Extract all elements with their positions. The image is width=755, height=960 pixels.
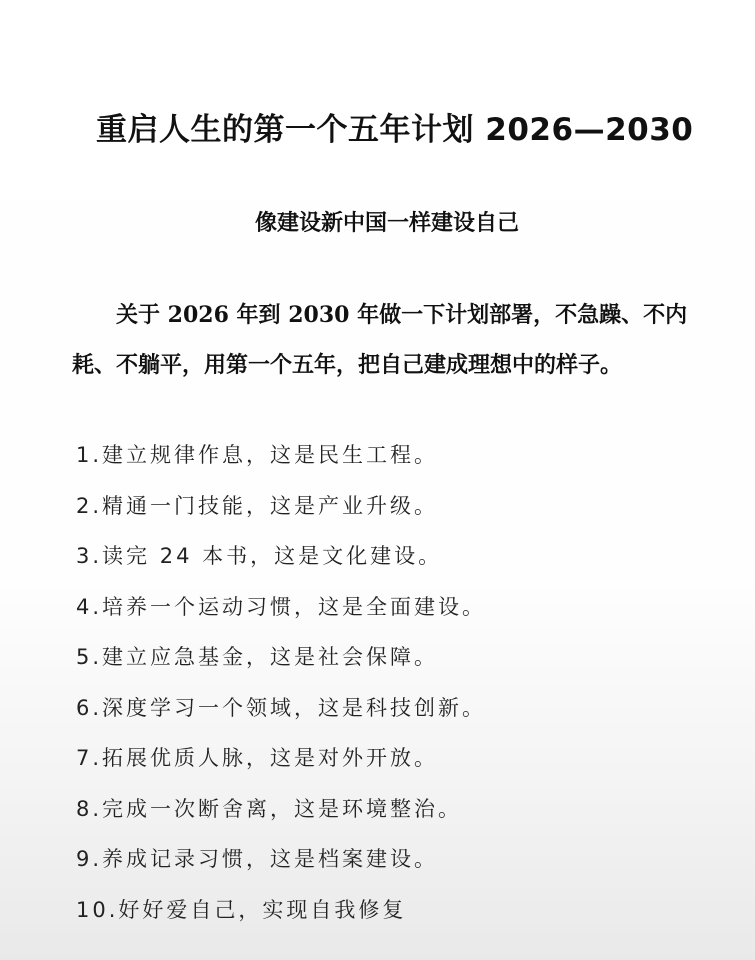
list-item: 1.建立规律作息，这是民生工程。 (76, 443, 439, 467)
list-item: 7.拓展优质人脉，这是对外开放。 (76, 746, 439, 770)
intro-paragraph (72, 290, 752, 390)
page-title: 重启人生的第一个五年计划 2026—2030 (96, 112, 694, 148)
list-item: 8.完成一次断舍离，这是环境整治。 (76, 796, 463, 821)
plan-list (76, 440, 486, 945)
list-item: 10.好好爱自己，实现自我修复 (76, 897, 407, 922)
list-item: 4.培养一个运动习惯，这是全面建设。 (76, 594, 487, 619)
list-item: 2.精通一门技能，这是产业升级。 (76, 493, 439, 518)
list-item: 3.读完 24 本书，这是文化建设。 (76, 544, 443, 568)
page-subtitle: 像建设新中国一样建设自己 (255, 210, 520, 236)
intro-line-2: 耗、不躺平，用第一个五年，把自己建成理想中的样子。 (72, 352, 623, 378)
intro-line-1 (72, 290, 752, 340)
list-item: 5.建立应急基金，这是社会保障。 (76, 645, 439, 669)
list-item: 9.养成记录习惯，这是档案建设。 (76, 847, 439, 871)
list-item: 6.深度学习一个领域，这是科技创新。 (76, 695, 487, 720)
intro-line-1-text: 关于 2026 年到 2030 年做一下计划部署，不急躁、不内 (116, 302, 688, 328)
